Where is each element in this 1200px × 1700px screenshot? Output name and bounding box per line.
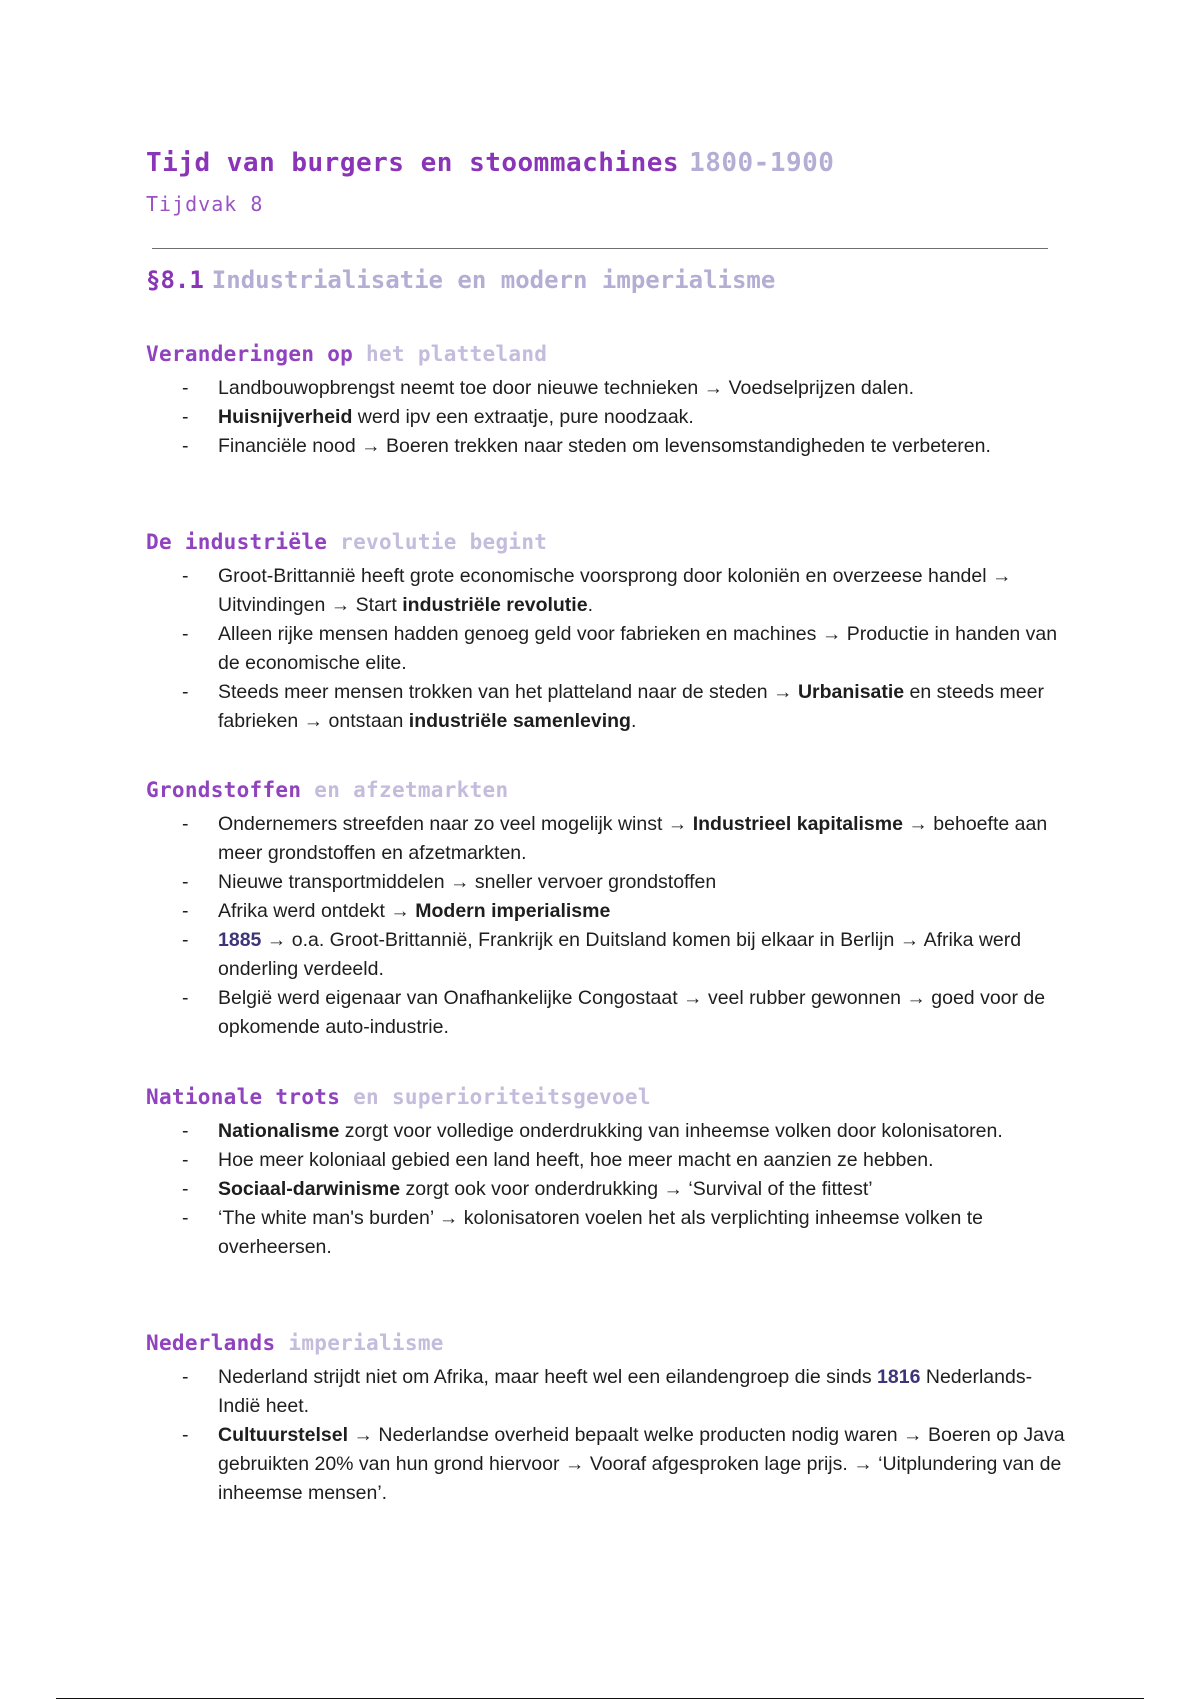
text-run: België werd eigenaar van Onafhankelijke Congostaat → veel rubber gewonnen → goed voor de opkomende auto-industrie. (218, 987, 1046, 1038)
list-item (146, 1421, 1066, 1508)
text-run: zorgt voor volledige onderdrukking van inheemse volken door kolonisatoren. (339, 1120, 1003, 1142)
bullet-dash: - (182, 681, 189, 703)
list-item (146, 810, 1066, 868)
text-run: Steeds meer mensen trokken van het platteland naar de steden → (218, 681, 798, 703)
text-run: Urbanisatie (797, 681, 905, 703)
block-nationale-trots (146, 1085, 1066, 1262)
subheading: De industriële revolutie begint (146, 530, 548, 554)
list-item (146, 868, 1066, 897)
text-run: . (587, 594, 593, 616)
bullet-dash: - (182, 623, 189, 645)
title-years: 1800-1900 (689, 148, 835, 178)
text-run: en steeds meer fabrieken → ontstaan (218, 681, 1044, 732)
text-run: Ondernemers streefden naar zo veel mogelijk winst → (218, 813, 693, 835)
text-run: Landbouwopbrengst neemt toe door nieuwe technieken → Voedselprijzen dalen. (218, 377, 914, 399)
bullet-dash: - (182, 565, 189, 587)
bullet-dash: - (182, 1178, 189, 1200)
subheading: Nederlands imperialisme (146, 1331, 444, 1355)
text-run: Nieuwe transportmiddelen → sneller vervoer grondstoffen (218, 871, 717, 893)
text-run: → o.a. Groot-Brittannië, Frankrijk en Duitsland komen bij elkaar in Berlijn → Afrika werd onderling verdeeld. (218, 929, 1022, 980)
text-run: Nederland strijdt niet om Afrika, maar heeft wel een eilandengroep die sinds (218, 1366, 878, 1388)
text-run: Modern imperialisme (415, 900, 611, 922)
block-industriele-revolutie (146, 530, 1066, 736)
text-run: Groot-Brittannië heeft grote economische voorsprong door koloniën en overzeese handel → Uitvindingen → Start (218, 565, 1012, 616)
list-item (146, 1204, 1066, 1262)
list-item (146, 620, 1066, 678)
header-divider (152, 248, 1048, 249)
list-item (146, 1146, 1066, 1175)
title-main: Tijd van burgers en stoommachines (146, 148, 680, 178)
page-subtitle: Tijdvak 8 (146, 192, 264, 216)
bullet-list (146, 374, 1066, 461)
bullet-dash: - (182, 987, 189, 1009)
section-name: Industrialisatie en modern imperialisme (211, 266, 776, 294)
text-run: Huisnijverheid (218, 406, 353, 428)
bullet-dash: - (182, 1424, 189, 1446)
text-run: werd ipv een extraatje, pure noodzaak. (352, 406, 694, 428)
text-run: . (630, 710, 637, 732)
page-title (146, 148, 834, 178)
bullet-dash: - (182, 1120, 189, 1142)
bullet-dash: - (182, 813, 189, 835)
list-item (146, 562, 1066, 620)
text-run: Hoe meer koloniaal gebied een land heeft, hoe meer macht en aanzien ze hebben. (218, 1149, 934, 1171)
list-item (146, 984, 1066, 1042)
text-run: → Nederlandse overheid bepaalt welke producten nodig waren → Boeren op Java gebruikten 20% van hun grond hiervoor → Vooraf afgesproken lage prijs. → ‘Uitplundering van de inheemse mensen’. (218, 1424, 1065, 1504)
text-run: Industrieel kapitalisme (692, 813, 903, 835)
bullet-list (146, 810, 1066, 1042)
text-run: industriële revolutie (402, 594, 588, 616)
text-run: 1816 (877, 1366, 921, 1388)
list-item (146, 374, 1066, 403)
text-run: 1885 (218, 929, 262, 951)
text-run: Afrika werd ontdekt → (218, 900, 416, 922)
list-item (146, 1175, 1066, 1204)
bullet-dash: - (182, 377, 189, 399)
bullet-dash: - (182, 1149, 189, 1171)
bullet-list (146, 562, 1066, 736)
bullet-dash: - (182, 871, 189, 893)
bullet-dash: - (182, 1366, 189, 1388)
subheading: Nationale trots en superioriteitsgevoel (146, 1085, 651, 1109)
text-run: zorgt ook voor onderdrukking → ‘Survival of the fittest’ (400, 1178, 873, 1200)
text-run: Cultuurstelsel (218, 1424, 349, 1446)
list-item (146, 432, 1066, 461)
subheading: Veranderingen op het platteland (146, 342, 548, 366)
text-run: ‘The white man's burden’ → kolonisatoren voelen het als verplichting inheemse volken te overheersen. (218, 1207, 984, 1258)
list-item (146, 1117, 1066, 1146)
bullet-list (146, 1363, 1066, 1508)
text-run: industriële samenleving (408, 710, 631, 732)
text-run: Sociaal-darwinisme (218, 1178, 401, 1200)
text-run: Nationalisme (218, 1120, 340, 1142)
block-nederlands-imperialisme (146, 1331, 1066, 1508)
bullet-dash: - (182, 900, 189, 922)
bullet-dash: - (182, 435, 189, 457)
bullet-dash: - (182, 1207, 189, 1229)
list-item (146, 897, 1066, 926)
list-item (146, 678, 1066, 736)
text-run: Financiële nood → Boeren trekken naar steden om levensomstandigheden te verbeteren. (218, 435, 991, 457)
text-run: Alleen rijke mensen hadden genoeg geld voor fabrieken en machines → Productie in handen van de economische elite. (218, 623, 1058, 674)
section-heading (146, 266, 775, 294)
list-item (146, 1363, 1066, 1421)
subheading: Grondstoffen en afzetmarkten (146, 778, 509, 802)
text-run: Nederlands-Indië heet. (218, 1366, 1033, 1417)
bullet-dash: - (182, 929, 189, 951)
list-item (146, 926, 1066, 984)
bullet-list (146, 1117, 1066, 1262)
footer-divider (56, 1698, 1144, 1699)
block-grondstoffen (146, 778, 1066, 1042)
list-item (146, 403, 1066, 432)
section-number: §8.1 (146, 266, 204, 294)
text-run: → behoefte aan meer grondstoffen en afzetmarkten. (218, 813, 1048, 864)
block-platteland (146, 342, 1066, 461)
bullet-dash: - (182, 406, 189, 428)
